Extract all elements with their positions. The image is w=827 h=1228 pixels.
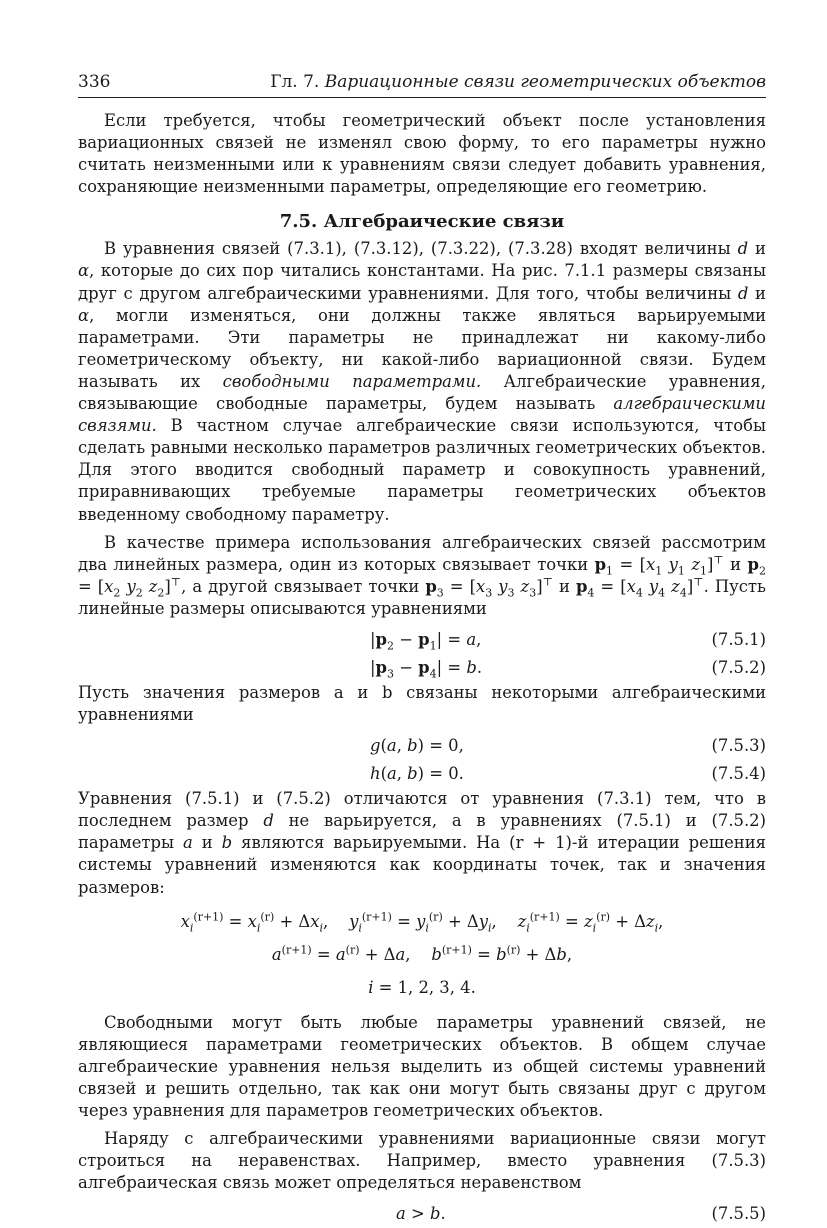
iteration-equations: $x_i^{(r+1)} = x_i^{(r)} + \Delta x_i$, $y_i^{(r+1)} = y_i^{(r)} + \Delta y_i$, $z_i^{(r+1)} = z_i^{(r)} + \Delta z_i$, $a^{(r+1)} = a^{(r)} + \Delta a$, $b^{(r+1)} = b^{(r)} + \Delta b$, i = 1, 2, 3, 4. <box>180 910 664 997</box>
header-rule <box>78 97 766 98</box>
equation-7-5-2: $|p_3 - p_4| = b$. (7.5.2) <box>370 657 766 681</box>
page-body <box>78 110 766 1228</box>
equation-7-5-1: $|p_2 - p_1| = a$, (7.5.1) <box>370 629 766 653</box>
term-free-parameters: свободными параметрами. <box>222 371 482 391</box>
paragraph-6: Наряду с алгебраическими уравнениями вариационные связи могут строиться на неравенствах. Например, вместо уравнения (7.5.3) алгебраическая связь может определяться неравенством <box>78 1129 766 1193</box>
equation-7-5-4: h(a, b) = 0. (7.5.4) <box>370 764 766 784</box>
paragraph-3: Пусть значения размеров a и b связаны некоторыми алгебраическими уравнениями <box>78 682 766 725</box>
section-title: 7.5. Алгебраические связи <box>279 211 565 233</box>
paragraph-5: Свободными могут быть любые параметры уравнений связей, не являющиеся параметрами геометрических объектов. В общем случае алгебраические уравнения нельзя выделить из общей системы уравнений связей и решить отдельно, так как они могут быть связаны друг с другом через уравнения для параметров геометрических объектов. <box>78 1012 766 1120</box>
running-title <box>270 72 766 92</box>
running-header <box>78 72 766 98</box>
term-algebraic-constraints: алгебраическими связями. <box>78 394 766 436</box>
equation-7-5-3: g(a, b) = 0, (7.5.3) <box>370 736 766 756</box>
page-number: 336 <box>78 72 111 92</box>
intro-paragraph: Если требуется, чтобы геометрический объект после установления вариационных связей не изменял свою форму, то его параметры нужно считать неизменными или к уравнениям связи следует добавить уравнения, сохраняющие неизменными параметры, определяющие его геометрию. <box>78 111 766 197</box>
paragraph-4: Уравнения (7.5.1) и (7.5.2) отличаются от уравнения (7.3.1) тем, что в последнем размер d не варьируется, а в уравнениях (7.5.1) и (7.5.2) параметры a и b являются варьируемыми. На (r + 1)-й итерации решения системы уравнений изменяются как координаты точек, так и значения размеров: <box>78 789 766 897</box>
chapter-title: Вариационные связи геометрических объектов <box>324 72 766 92</box>
paragraph-2: В качестве примера использования алгебраических связей рассмотрим два линейных размера, один из которых связывает точки $p_1 = [x_1$ $y_1$ $z_1]^⊤$ и $p_2 = [x_2$ $y_2$ $z_2]^⊤$, а другой связывает точки $p_3 = [x_3$ $y_3$ $z_3]^⊤$ и $p_4 = [x_4$ $y_4$ $z_4]^⊤$. Пусть линейные размеры описываются уравнениями <box>78 532 766 618</box>
chapter-number: Гл. 7. <box>270 72 320 92</box>
equation-7-5-5: a > b. (7.5.5) <box>396 1204 766 1224</box>
paragraph-1: В уравнения связей (7.3.1), (7.3.12), (7.3.22), (7.3.28) входят величины d и α, которые до сих пор читались константами. На рис. 7.1.1 размеры связаны друг с другом алгебраическими уравнениями. Для того, чтобы величины d и α, могли изменяться, они должны также являться варьируемыми параметрами. Эти параметры не принадлежат ни какому-либо геометрическому объекту, ни какой-либо вариационной связи. Будем называть их свободными параметрами. Алгебраические уравнения, связывающие свободные параметры, будем называть алгебраическими связями. В частном случае алгебраические связи используются, чтобы сделать равными несколько параметров различных геометрических объектов. Для этого вводится свободный параметр и совокупность уравнений, приравнивающих требуемые параметры геометрических объектов введенному свободному параметру. <box>78 239 766 524</box>
